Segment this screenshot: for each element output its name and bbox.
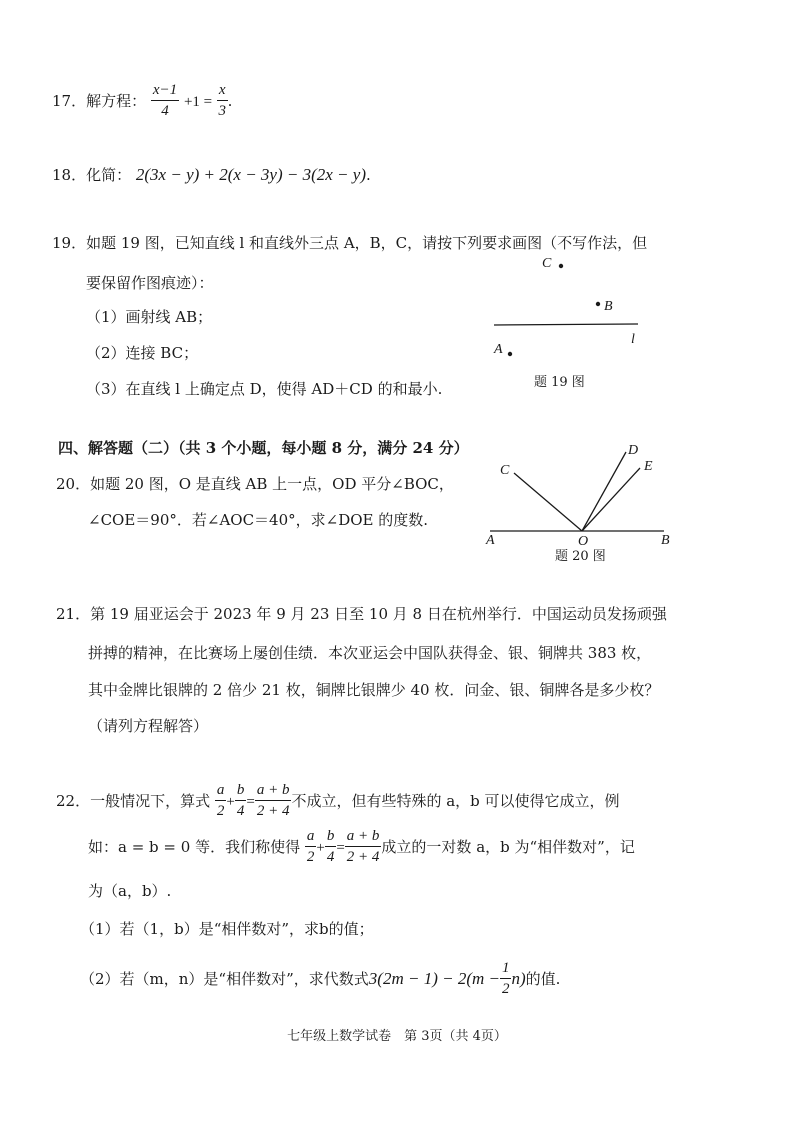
frac-den: 4 — [326, 848, 335, 865]
q21-line1 — [56, 603, 667, 624]
q18-label: 化简： — [86, 166, 132, 184]
q22-sub2-expr-end: n) — [511, 969, 526, 988]
q20-label-b: B — [661, 533, 670, 548]
ray-oe — [582, 468, 640, 531]
frac-den: 2 — [216, 802, 225, 819]
frac-num: a + b — [345, 826, 382, 847]
q22-text-line3: 为（a，b）. — [88, 882, 172, 900]
q22-frac-a-2-b — [305, 826, 317, 867]
point-b-dot — [596, 302, 600, 306]
q21-text-line4: （请列方程解答） — [88, 717, 209, 735]
q20-label-o: O — [578, 534, 589, 549]
q17-f2-den: 3 — [218, 102, 226, 119]
section-4-heading — [58, 437, 469, 458]
q20-figure — [480, 438, 680, 568]
q18-expression: 2(3x − y) + 2(x − 3y) − 3(2x − y) — [135, 165, 366, 184]
q19-text-line2: 要保留作图痕迹）： — [86, 274, 214, 292]
q22-number: 22． — [56, 792, 91, 810]
q17-mid: +1 = — [183, 94, 213, 110]
q22-frac-ab-b — [345, 826, 382, 867]
q18-end: . — [366, 166, 371, 184]
q22-sub2 — [80, 957, 560, 1001]
frac-num: a + b — [255, 780, 292, 801]
q20-label-c: C — [500, 463, 510, 478]
q22-frac-ab — [255, 780, 292, 821]
q22-frac-a-2 — [215, 780, 227, 821]
q19-label-b: B — [604, 299, 613, 314]
q21-number: 21． — [56, 605, 91, 623]
q17-f1-den: 4 — [161, 102, 169, 119]
q17-fraction-right — [217, 80, 228, 121]
frac-num: b — [325, 826, 337, 847]
q17-end: . — [227, 92, 233, 110]
frac-den: 2 — [501, 980, 510, 997]
q20-line1 — [56, 473, 454, 494]
frac-den: 2 + 4 — [346, 848, 380, 865]
q20-label-d: D — [628, 443, 639, 458]
frac-num: b — [235, 780, 247, 801]
q19-caption: 题 19 图 — [534, 375, 585, 390]
frac-num: 1 — [500, 958, 512, 979]
q22-sub2-text-b: 的值. — [525, 970, 561, 988]
q19-label-l: l — [631, 332, 635, 347]
frac-den: 4 — [236, 802, 245, 819]
frac-den: 2 + 4 — [256, 802, 290, 819]
section-4-title: 四、解答题（二）（共 3 个小题，每小题 8 分，满分 24 分） — [58, 439, 469, 457]
q17-number: 17． — [52, 92, 87, 110]
q21-text-line1: 第 19 届亚运会于 2023 年 9 月 23 日至 10 月 8 日在杭州举行．中国运动员发扬顽强 — [90, 605, 667, 623]
page-footer: 七年级上数学试卷 第 3页（共 4页） — [287, 1029, 507, 1044]
q19-text-line1: 如题 19 图，已知直线 l 和直线外三点 A，B，C，请按下列要求画图（不写作法，但 — [86, 234, 648, 252]
q22-sub1: （1）若（1，b）是“相伴数对”，求b的值； — [80, 920, 374, 938]
q18-number: 18． — [52, 166, 87, 184]
q22-text-1b: 不成立，但有些特殊的 a，b 可以使得它成立，例 — [291, 792, 620, 810]
q22-frac-b-4 — [235, 780, 247, 821]
q19-figure — [480, 245, 660, 395]
q17-fraction-left — [151, 80, 179, 121]
q19-item3: （3）在直线 l 上确定点 D，使得 AD＋CD 的和最小. — [86, 380, 443, 398]
q20-label-e: E — [644, 459, 653, 474]
q21-text-line3: 其中金牌比银牌的 2 倍少 21 枚，铜牌比银牌少 40 枚．问金、银、铜牌各是多少枚？ — [88, 681, 660, 699]
q20-text-line1: 如题 20 图，O 是直线 AB 上一点，OD 平分∠BOC， — [90, 475, 454, 493]
point-a-dot — [508, 352, 512, 356]
q19-number: 19． — [52, 234, 87, 252]
point-c-dot — [559, 264, 563, 268]
q21-text-line2: 拼搏的精神，在比赛场上屡创佳绩．本次亚运会中国队获得金、银、铜牌共 383 枚， — [88, 644, 652, 662]
q20-label-a: A — [486, 533, 495, 548]
frac-num: a — [215, 780, 227, 801]
q22-text-1a: 一般情况下，算式 — [90, 792, 211, 810]
q22-sub2-expr: 3(2m − 1) − 2(m − — [368, 969, 500, 988]
q19-item1: （1）画射线 AB； — [86, 308, 213, 326]
q17-label: 解方程： — [86, 92, 147, 110]
q20-caption: 题 20 图 — [555, 549, 606, 564]
ray-oc — [514, 473, 582, 531]
question-17 — [52, 80, 232, 122]
question-18 — [52, 162, 371, 188]
q19-label-c: C — [542, 256, 552, 271]
q20-number: 20． — [56, 475, 91, 493]
q22-sub2-text-a: （2）若（m，n）是“相伴数对”，求代数式 — [80, 970, 369, 988]
ray-od — [582, 452, 626, 531]
q17-f2-num: x — [217, 80, 228, 101]
line-l — [494, 324, 638, 325]
q17-f1-num: x−1 — [151, 80, 179, 101]
q19-label-a: A — [494, 342, 503, 357]
q19-item2: （2）连接 BC； — [86, 344, 199, 362]
frac-num: a — [305, 826, 317, 847]
frac-den: 2 — [306, 848, 315, 865]
q20-text-line2: ∠COE＝90°．若∠AOC＝40°，求∠DOE 的度数. — [88, 511, 429, 529]
q22-sub2-frac — [500, 958, 512, 999]
q22-frac-b-4-b — [325, 826, 337, 867]
q22-text-2b: 成立的一对数 a，b 为“相伴数对”，记 — [381, 838, 635, 856]
q22-text-2a: 如：a = b = 0 等．我们称使得 — [88, 838, 301, 856]
q22-line2: 如：a = b = 0 等．我们称使得 $\frac{a}{2}$ + $\frac{b}{4}$ = $\frac{a + b}{2 + 4}$ 成立的一对数 a，b 为“相伴数对”，记 — [88, 827, 635, 865]
q22-line1: 22．一般情况下，算式 $\frac{a}{2}$ + $\frac{b}{4}$ = $\frac{a + b}{2 + 4}$ 不成立，但有些特殊的 a，b 可以使得它成立，例 — [56, 781, 620, 819]
